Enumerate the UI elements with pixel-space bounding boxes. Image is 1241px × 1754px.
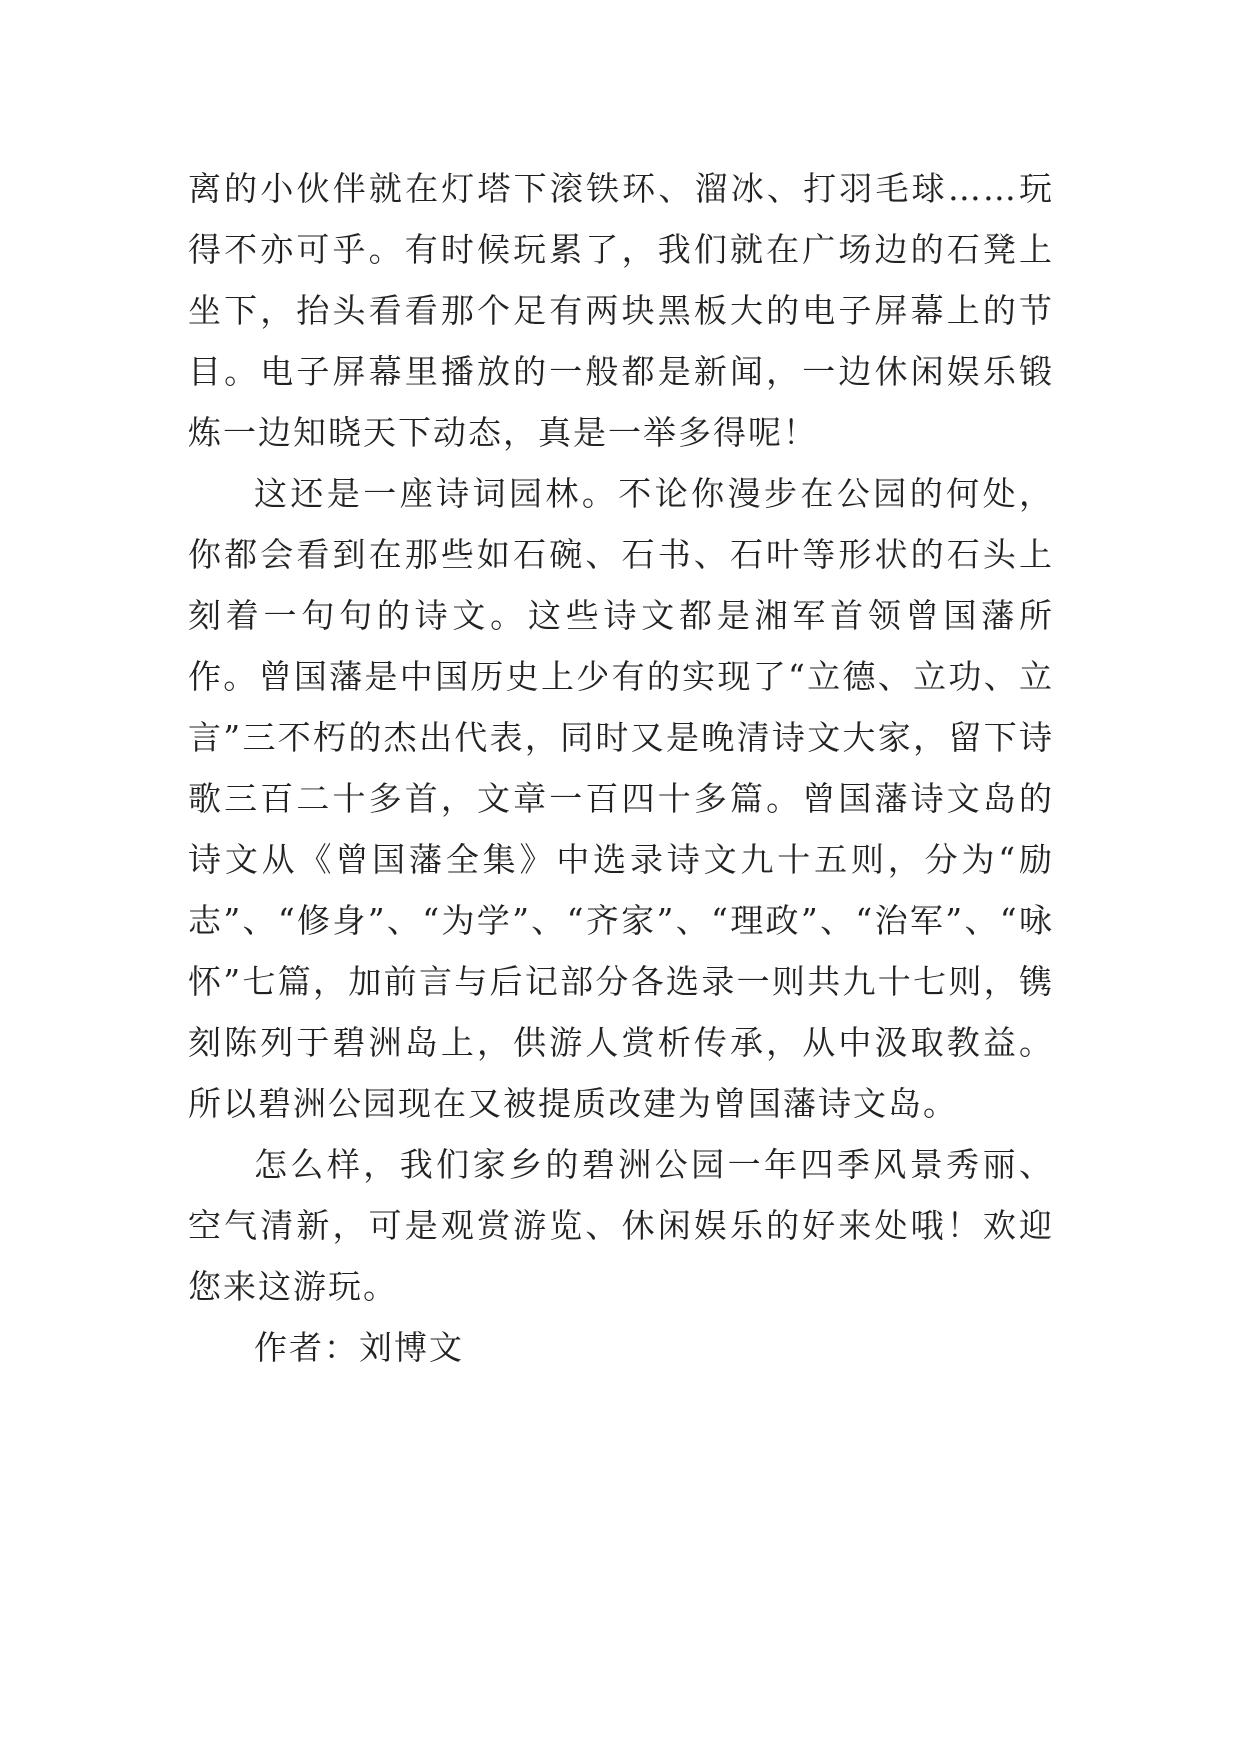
paragraph-poetry-garden: 这还是一座诗词园林。不论你漫步在公园的何处，你都会看到在那些如石碗、石书、石叶等形状的石头上刻着一句句的诗文。这些诗文都是湘军首领曾国藩所作。曾国藩是中国历史上少有的实现了“立德、立功、立言”三不朽的杰出代表，同时又是晚清诗文大家，留下诗歌三百二十多首，文章一百四十多篇。曾国藩诗文岛的诗文从《曾国藩全集》中选录诗文九十五则，分为“励志”、“修身”、“为学”、“齐家”、“理政”、“治军”、“咏怀”七篇，加前言与后记部分各选录一则共九十七则，镌刻陈列于碧洲岛上，供游人赏析传承，从中汲取教益。所以碧洲公园现在又被提质改建为曾国藩诗文岛。 [188,474,1054,1123]
paragraph-conclusion: 怎么样，我们家乡的碧洲公园一年四季风景秀丽、空气清新，可是观赏游览、休闲娱乐的好来处哦！欢迎您来这游玩。 [188,1145,1054,1306]
article-body [188,158,1054,1378]
author-line: 作者：刘博文 [254,1328,464,1367]
paragraph-continuation: 离的小伙伴就在灯塔下滚铁环、溜冰、打羽毛球……玩得不亦可乎。有时候玩累了，我们就在广场边的石凳上坐下，抬头看看那个足有两块黑板大的电子屏幕上的节目。电子屏幕里播放的一般都是新闻，一边休闲娱乐锻炼一边知晓天下动态，真是一举多得呢！ [188,169,1054,452]
